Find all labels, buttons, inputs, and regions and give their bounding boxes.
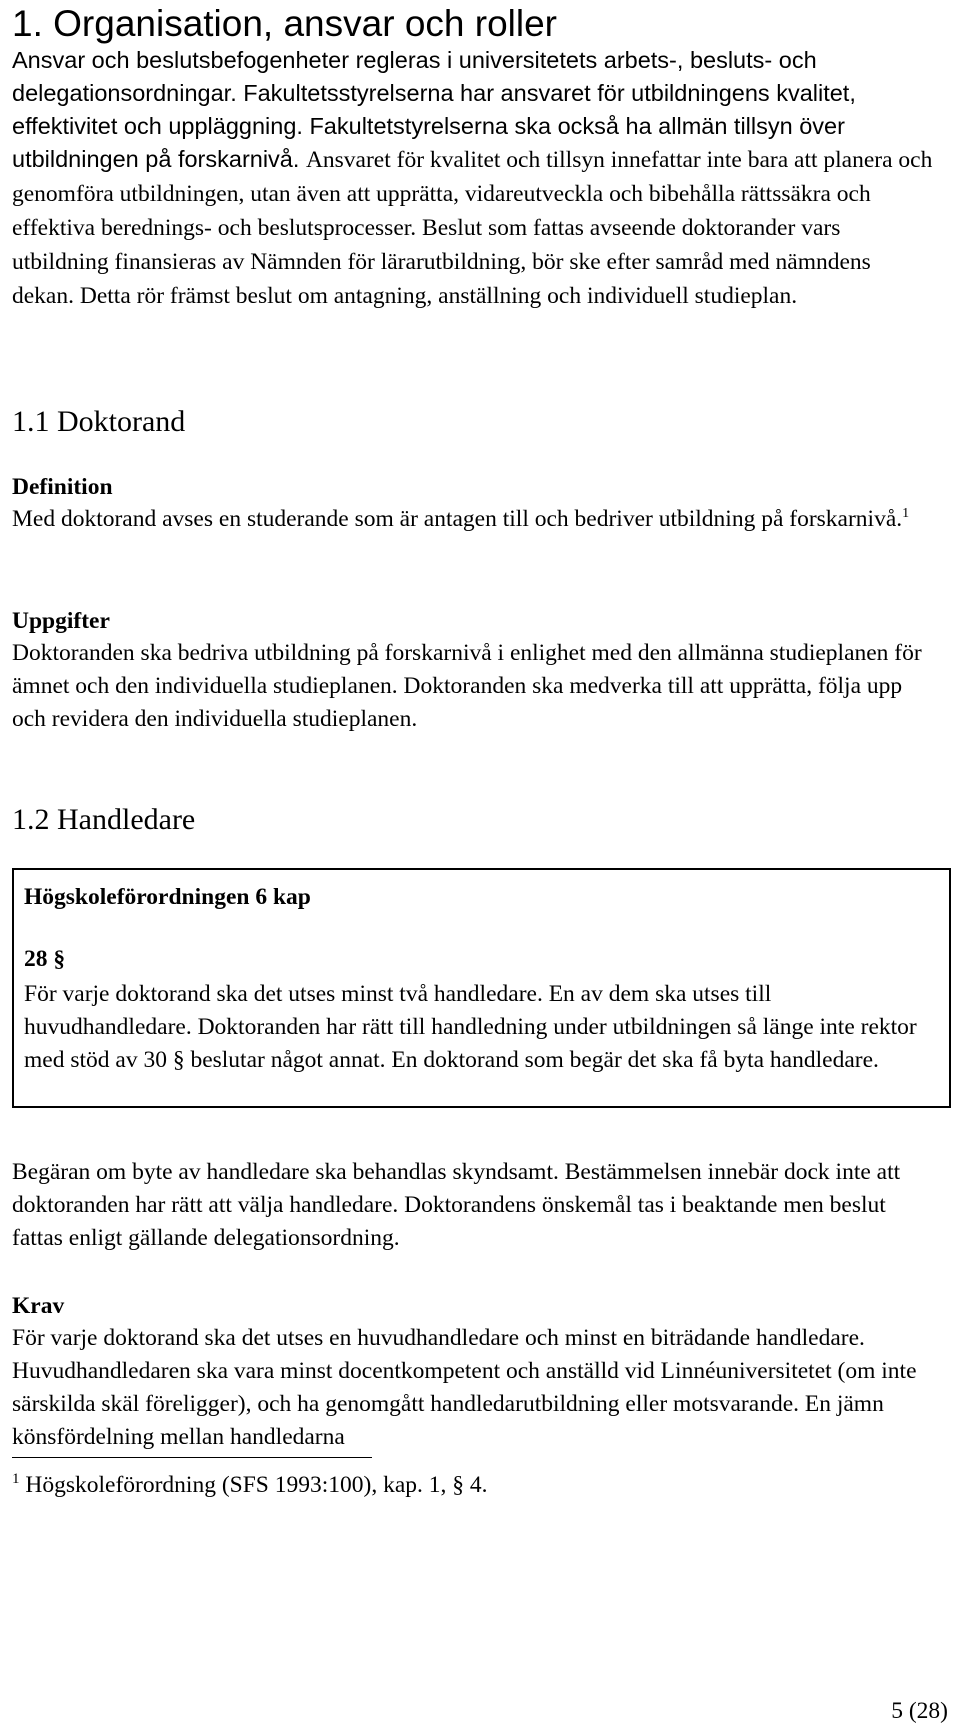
footnote-number: 1 — [12, 1471, 20, 1488]
section-1-paragraph-continued: Ansvaret för kvalitet och tillsyn innefattar inte bara att planera och genomföra utbildningen, utan även att upprätta, vidareutveckla och bibehålla rättssäkra och effektiva berednings- och beslutsprocesser. Beslut som fattas avseende doktorander vars utbildning finansieras av Nämnden för lärarutbildning, bör ske efter samråd med nämndens dekan. Detta rör främst beslut om antagning, anställning och individuell studieplan. — [12, 147, 933, 309]
requirements-text: För varje doktorand ska det utses en huvudhandledare och minst en biträdande handledare. Huvudhandledaren ska vara minst docentkompetent och anställd vid Linnéuniversitetet (om inte särskilda skäl föreligger), och ha genomgått handledarutbildning eller motsvarande. En jämn könsfördelning mellan handledarna — [12, 1325, 917, 1450]
tasks-heading: Uppgifter — [12, 608, 110, 634]
footnote-reference: 1 — [902, 506, 910, 522]
definition-heading: Definition — [12, 474, 113, 500]
footnote-text: Högskoleförordning (SFS 1993:100), kap. 1, § 4. — [25, 1472, 488, 1498]
definition-text — [12, 503, 922, 536]
law-excerpt-text: För varje doktorand ska det utses minst två handledare. En av dem ska utses till huvudhandledare. Doktoranden har rätt till handledning under utbildningen så länge inte rektor med stöd av 30 § beslutar något annat. En doktorand som begär det ska få byta handledare. — [24, 981, 917, 1073]
requirements-heading: Krav — [12, 1293, 65, 1319]
footnote — [12, 1470, 488, 1500]
section-1-paragraph-text: Ansvar och beslutsbefogenheter regleras i universitetets arbets-, besluts- och delegationsordningar. Fakultetsstyrelserna har ansvaret för utbildningens kvalitet, effektivitet och uppläggning. Fakultetstyrelserna ska också ha allmän tillsyn över utbildningen på forskarnivå. — [12, 47, 856, 172]
law-excerpt-title: Högskoleförordningen 6 kap — [24, 884, 311, 910]
law-excerpt-box — [12, 868, 951, 1108]
section-1-1-heading: 1.1 Doktorand — [12, 405, 186, 438]
supervisor-change-text: Begäran om byte av handledare ska behandlas skyndsamt. Bestämmelsen innebär dock inte att doktoranden har rätt att välja handledare. Doktorandens önskemål tas i beaktande men beslut fattas enligt gällande delegationsordning. — [12, 1159, 901, 1251]
tasks-text: Doktoranden ska bedriva utbildning på forskarnivå i enlighet med den allmänna studieplanen för ämnet och den individuella studieplanen. Doktoranden ska medverka till att upprätta, följa upp och revidera den individuella studieplanen. — [12, 640, 922, 732]
page-number: 5 (28) — [891, 1698, 948, 1724]
section-1-2-heading: 1.2 Handledare — [12, 803, 196, 836]
law-excerpt-paragraph-number: 28 § — [24, 946, 66, 972]
section-1-paragraph — [12, 44, 937, 313]
footnote-separator — [12, 1457, 372, 1458]
section-1-heading: 1. Organisation, ansvar och roller — [12, 3, 557, 44]
definition-text-body: Med doktorand avses en studerande som är antagen till och bedriver utbildning på forskarnivå. — [12, 506, 903, 532]
